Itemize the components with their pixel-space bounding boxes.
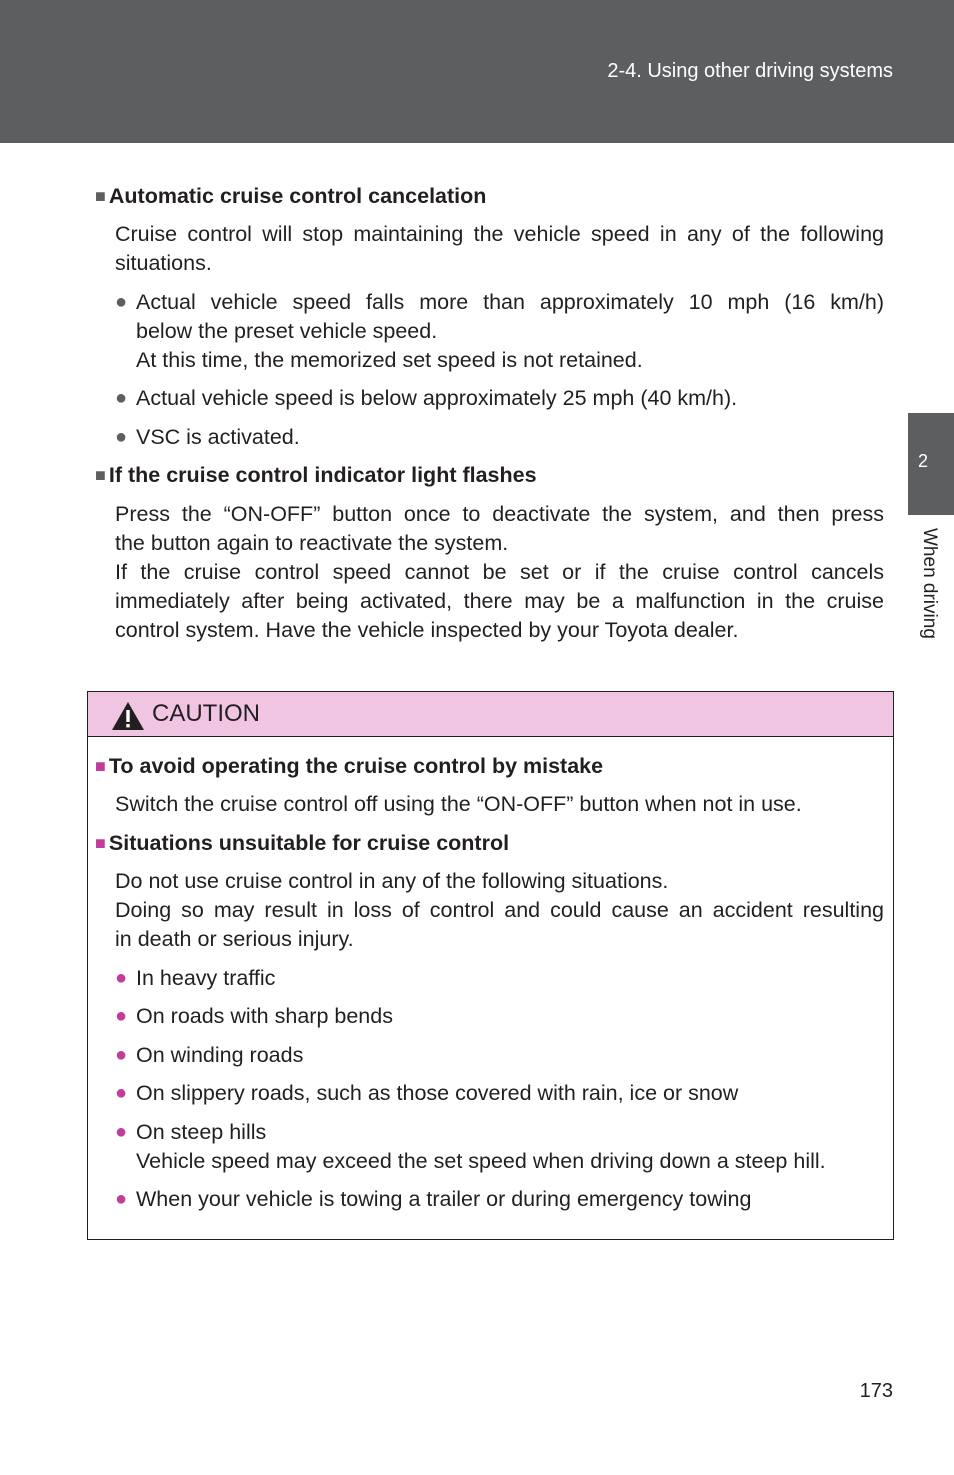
paragraph-line: Cruise control will stop maintaining the vehicle speed in any of the following bbox=[115, 222, 884, 246]
heading-text: To avoid operating the cruise control by mistake bbox=[108, 754, 604, 778]
caution-title: CAUTION bbox=[152, 700, 260, 727]
list-item-line: below the preset vehicle speed. bbox=[136, 319, 438, 343]
square-bullet-icon: ■ bbox=[95, 756, 106, 776]
chapter-number: 2 bbox=[917, 451, 928, 471]
round-bullet-icon: ● bbox=[115, 291, 128, 313]
heading-text: Situations unsuitable for cruise control bbox=[108, 831, 510, 855]
paragraph-line: If the cruise control speed cannot be set or if the cruise control cancels bbox=[115, 560, 884, 584]
warning-triangle-icon bbox=[111, 701, 145, 731]
chapter-tab bbox=[908, 413, 954, 515]
list-item-line: At this time, the memorized set speed is not retained. bbox=[136, 348, 643, 372]
list-item bbox=[115, 964, 884, 993]
list-item-line: Actual vehicle speed falls more than approximately 10 mph (16 km/h) bbox=[136, 290, 884, 314]
list-item-line: On winding roads bbox=[136, 1043, 304, 1067]
paragraph-line: Doing so may result in loss of control and could cause an accident resulting bbox=[115, 898, 884, 922]
list-item-line: On slippery roads, such as those covered with rain, ice or snow bbox=[136, 1081, 739, 1105]
heading-text: If the cruise control indicator light flashes bbox=[108, 463, 537, 487]
square-bullet-icon: ■ bbox=[95, 833, 106, 853]
list-item-line: VSC is activated. bbox=[136, 425, 300, 449]
list-item-line: When your vehicle is towing a trailer or during emergency towing bbox=[136, 1187, 752, 1211]
round-bullet-icon: ● bbox=[115, 1082, 128, 1104]
paragraph bbox=[115, 220, 884, 278]
list-item bbox=[115, 423, 884, 452]
list-item bbox=[115, 1118, 884, 1176]
list-item bbox=[115, 384, 884, 413]
chapter-label: When driving bbox=[919, 528, 940, 639]
paragraph-line: the button again to reactivate the system. bbox=[115, 531, 509, 555]
paragraph bbox=[115, 867, 884, 954]
paragraph-line: Switch the cruise control off using the “ON-OFF” button when not in use. bbox=[115, 792, 802, 816]
round-bullet-icon: ● bbox=[115, 1121, 128, 1143]
section-heading bbox=[95, 462, 537, 489]
paragraph-line: immediately after being activated, there may be a malfunction in the cruise bbox=[115, 589, 884, 613]
round-bullet-icon: ● bbox=[115, 1044, 128, 1066]
paragraph-line: situations. bbox=[115, 251, 212, 275]
square-bullet-icon: ■ bbox=[95, 186, 106, 206]
paragraph bbox=[115, 500, 884, 645]
list-item-line: On roads with sharp bends bbox=[136, 1004, 393, 1028]
list-item-line: Actual vehicle speed is below approximately 25 mph (40 km/h). bbox=[136, 386, 738, 410]
list-item bbox=[115, 1185, 884, 1214]
round-bullet-icon: ● bbox=[115, 426, 128, 448]
caution-header bbox=[88, 692, 893, 737]
round-bullet-icon: ● bbox=[115, 1188, 128, 1210]
round-bullet-icon: ● bbox=[115, 387, 128, 409]
round-bullet-icon: ● bbox=[115, 1005, 128, 1027]
list-item bbox=[115, 1002, 884, 1031]
paragraph-line: control system. Have the vehicle inspected by your Toyota dealer. bbox=[115, 618, 739, 642]
square-bullet-icon: ■ bbox=[95, 465, 106, 485]
section-title: 2-4. Using other driving systems bbox=[607, 60, 893, 82]
round-bullet-icon: ● bbox=[115, 967, 128, 989]
list-item bbox=[115, 1079, 884, 1108]
heading-text: Automatic cruise control cancelation bbox=[108, 184, 487, 208]
paragraph-line: Press the “ON-OFF” button once to deactivate the system, and then press bbox=[115, 502, 884, 526]
list-item-line: Vehicle speed may exceed the set speed when driving down a steep hill. bbox=[136, 1149, 826, 1173]
list-item bbox=[115, 288, 884, 375]
paragraph-line: Do not use cruise control in any of the following situations. bbox=[115, 869, 669, 893]
paragraph bbox=[115, 790, 884, 819]
page-header bbox=[0, 0, 954, 143]
list-item bbox=[115, 1041, 884, 1070]
section-heading bbox=[95, 183, 486, 210]
caution-subheading bbox=[95, 753, 603, 780]
caution-subheading bbox=[95, 830, 509, 857]
list-item-line: On steep hills bbox=[136, 1120, 267, 1144]
page-number: 173 bbox=[859, 1380, 893, 1402]
list-item-line: In heavy traffic bbox=[136, 966, 276, 990]
paragraph-line: in death or serious injury. bbox=[115, 927, 354, 951]
